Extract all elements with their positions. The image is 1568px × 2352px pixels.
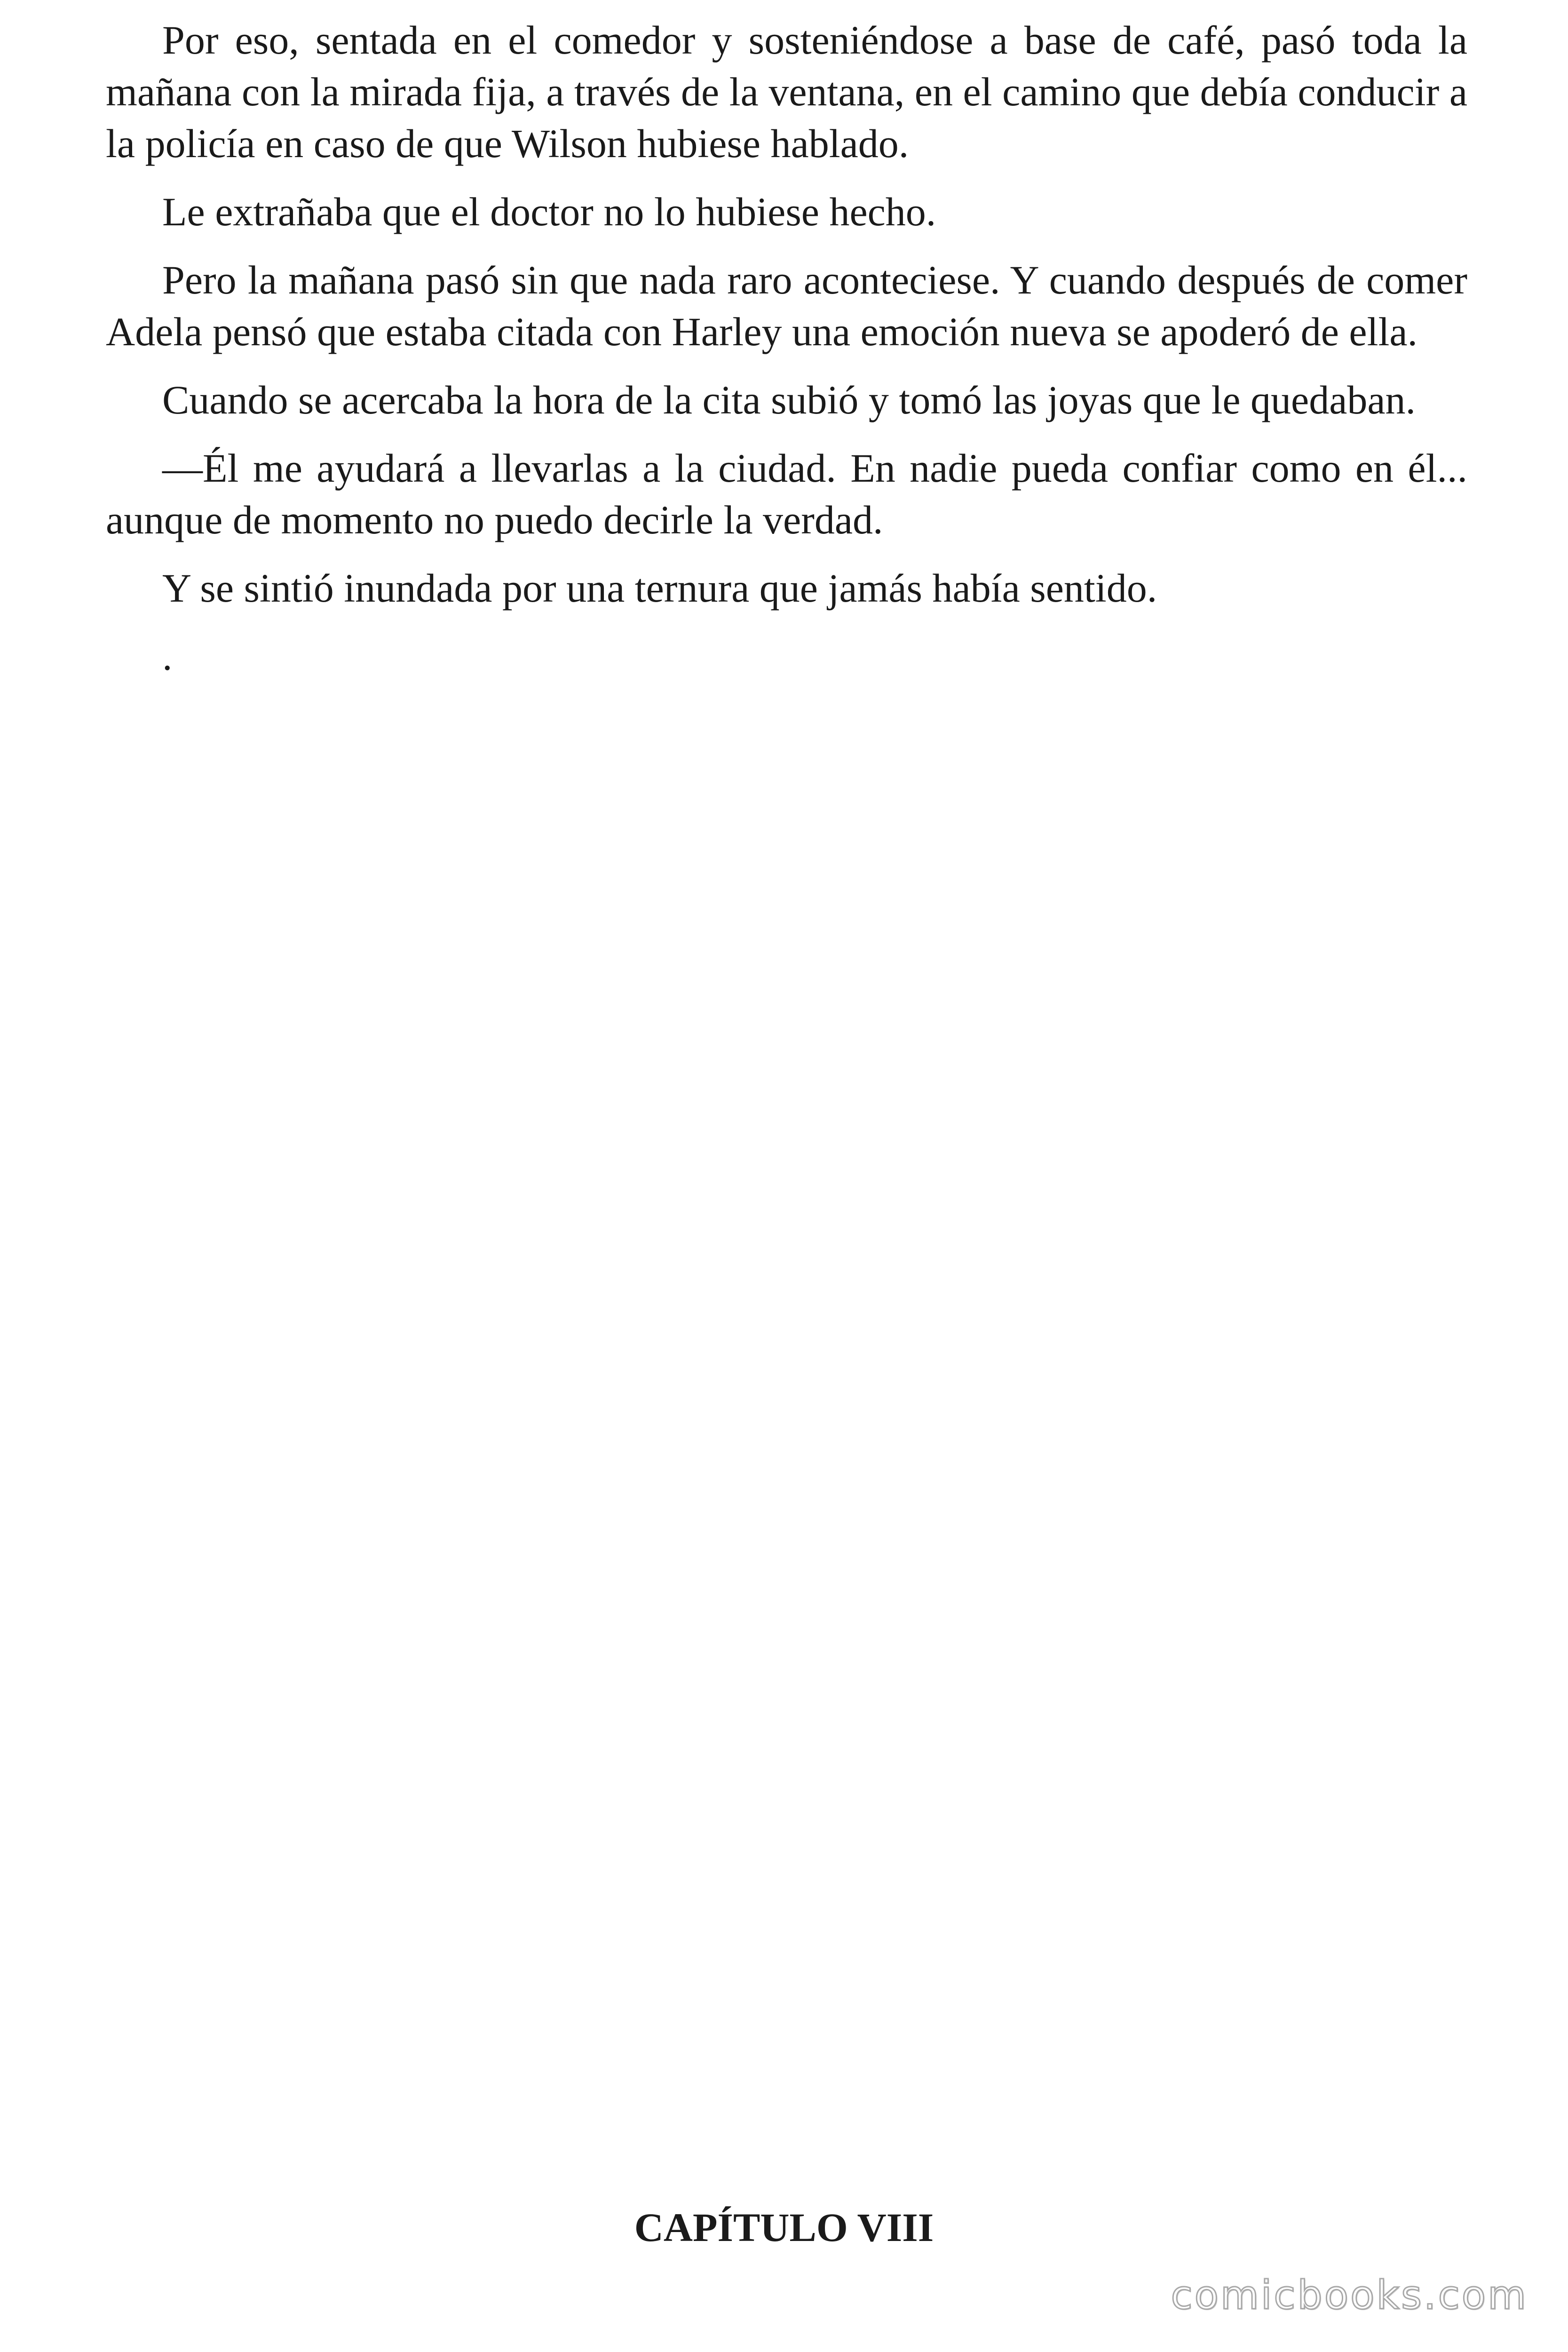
watermark: comicbooks.com — [1171, 2272, 1528, 2318]
page-body — [106, 14, 1467, 682]
paragraph: —Él me ayudará a llevarlas a la ciudad. En nadie pueda confiar como en él... aunque de momento no puedo decirle la verdad. — [106, 445, 1467, 542]
paragraph: Cuando se acercaba la hora de la cita subió y tomó las joyas que le quedaban. — [162, 377, 1416, 422]
paragraph: Pero la mañana pasó sin que nada raro aconteciese. Y cuando después de comer Adela pensó que estaba citada con Harley una emoción nueva se apoderó de ella. — [106, 257, 1467, 354]
paragraph: Le extrañaba que el doctor no lo hubiese hecho. — [162, 189, 936, 234]
paragraph: Y se sintió inundada por una ternura que jamás había sentido. — [162, 565, 1157, 611]
chapter-heading: CAPÍTULO VIII — [634, 2205, 934, 2250]
section-separator: . — [162, 634, 173, 679]
paragraph: Por eso, sentada en el comedor y sosteniéndose a base de café, pasó toda la mañana con la mirada fija, a través de la ventana, en el camino que debía conducir a la policía en caso de que Wilson hubiese hablado. — [106, 17, 1467, 166]
